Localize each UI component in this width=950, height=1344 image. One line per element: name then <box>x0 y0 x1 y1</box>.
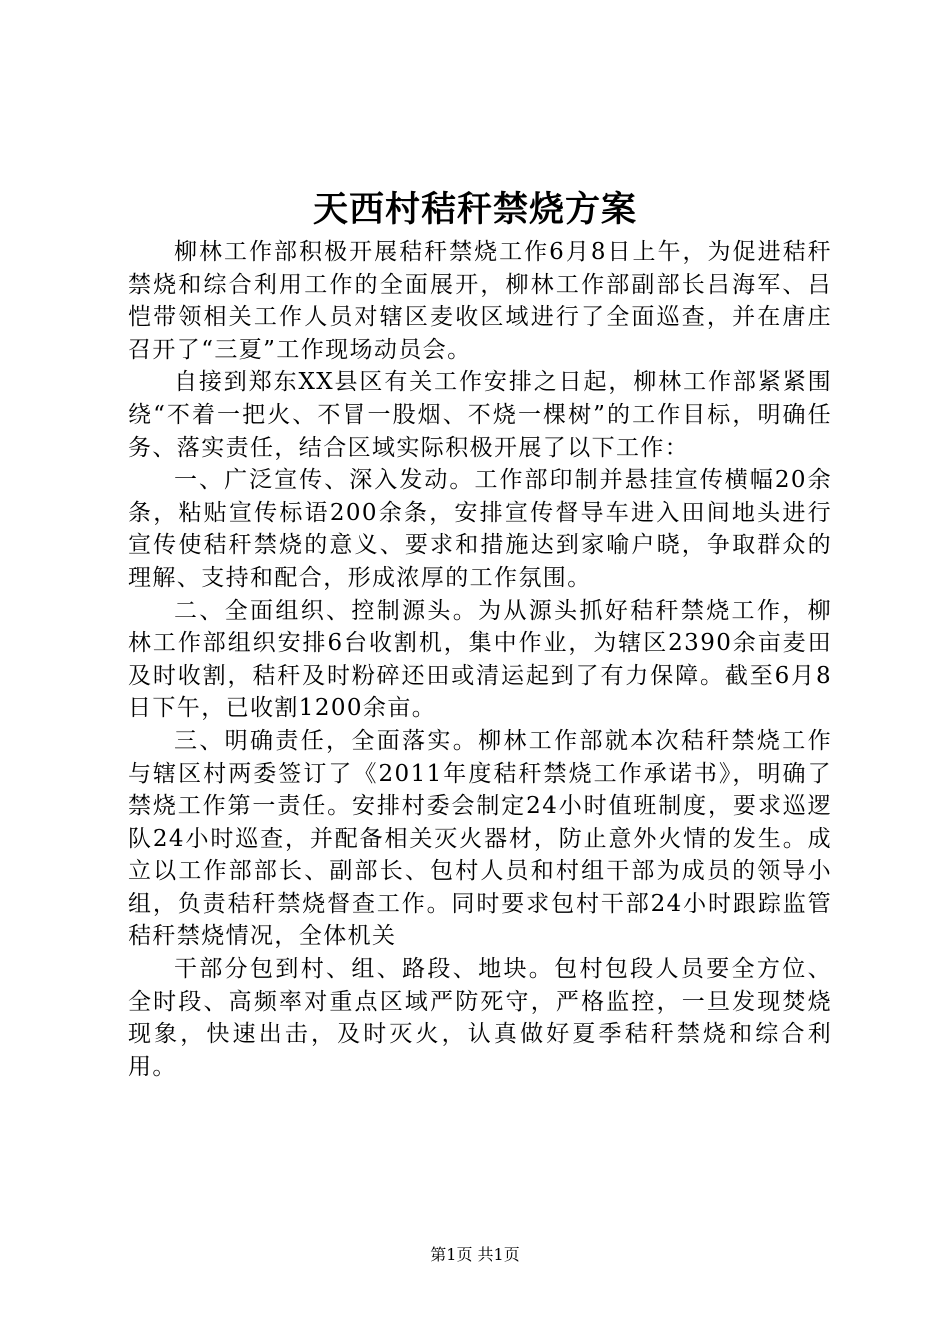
paragraph-section-2: 二、全面组织、控制源头。为从源头抓好秸秆禁烧工作，柳林工作部组织安排6台收割机，集中作业，为辖区2390余亩麦田及时收割，秸秆及时粉碎还田或清运起到了有力保障。截至6月8日下午，已收割1200余亩。 <box>128 597 832 722</box>
paragraph-section-3: 三、明确责任，全面落实。柳林工作部就本次秸秆禁烧工作与辖区村两委签订了《2011年度秸秆禁烧工作承诺书》，明确了禁烧工作第一责任。安排村委会制定24小时值班制度，要求巡逻队24小时巡查，并配备相关灭火器材，防止意外火情的发生。成立以工作部部长、副部长、包村人员和村组干部为成员的领导小组，负责秸秆禁烧督查工作。同时要求包村干部24小时跟踪监管秸秆禁烧情况，全体机关 <box>128 727 832 950</box>
paragraph-section-1: 一、广泛宣传、深入发动。工作部印制并悬挂宣传横幅20余条，粘贴宣传标语200余条，安排宣传督导车进入田间地头进行宣传使秸秆禁烧的意义、要求和措施达到家喻户晓，争取群众的理解、支持和配合，形成浓厚的工作氛围。 <box>128 467 832 591</box>
paragraph-intro: 柳林工作部积极开展秸秆禁烧工作6月8日上午，为促进秸秆禁烧和综合利用工作的全面展开，柳林工作部副部长吕海军、吕恺带领相关工作人员对辖区麦收区域进行了全面巡查，并在唐庄召开了“三夏”工作现场动员会。 <box>128 239 832 363</box>
document-title: 天西村秸秆禁烧方案 <box>312 189 637 230</box>
paragraph-overview: 自接到郑东XX县区有关工作安排之日起，柳林工作部紧紧围绕“不着一把火、不冒一股烟、不烧一棵树”的工作目标，明确任务、落实责任，结合区域实际积极开展了以下工作： <box>128 369 832 461</box>
page-number-footer: 第1页 共1页 <box>430 1245 520 1264</box>
paragraph-closing: 干部分包到村、组、路段、地块。包村包段人员要全方位、全时段、高频率对重点区域严防死守，严格监控，一旦发现焚烧现象，快速出击，及时灭火，认真做好夏季秸秆禁烧和综合利用。 <box>128 956 832 1080</box>
document-body <box>128 236 832 1083</box>
